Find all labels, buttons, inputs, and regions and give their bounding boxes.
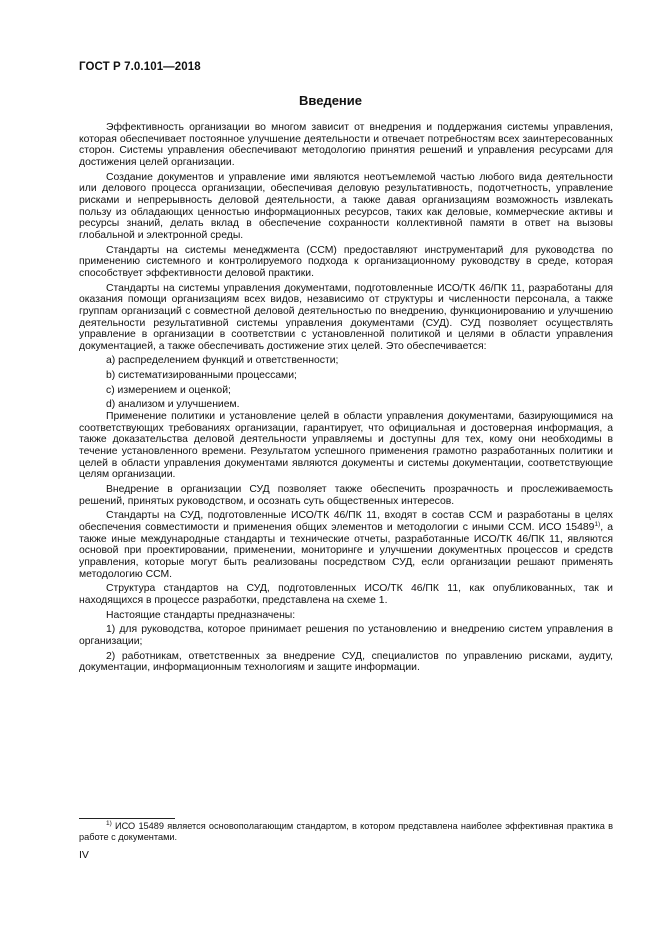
paragraph-standards	[79, 510, 613, 580]
list-item: a) распределением функций и ответственности;	[106, 355, 339, 367]
paragraph: Применение политики и установление целей в области управления документами, базирующимися на соответствующих требованиях организации, гарантирует, что официальная и достоверная информация, а также доказательства деловой деятельности управляемы и доступны для тех, кому они необходимы в течение установленного времени. Результатом успешного применения грамотно разработанных политики и целей в области управления документами являются документы и системы документации, соответствующие целям организации.	[79, 411, 613, 481]
paragraph: Структура стандартов на СУД, подготовленных ИСО/ТК 46/ПК 11, как опубликованных, так и находящихся в процессе разработки, представлена на схеме 1.	[79, 583, 613, 606]
section-title: Введение	[299, 93, 362, 108]
footnote-marker: 1)	[106, 820, 112, 827]
list-item: b) систематизированными процессами;	[106, 370, 297, 382]
footnote	[79, 821, 613, 844]
paragraph: Стандарты на системы управления документами, подготовленные ИСО/ТК 46/ПК 11, разработаны для оказания помощи организациям всех видов, независимо от структуры и численности персонала, а также группам организаций с совместной деловой деятельностью по внедрению, функционированию и улучшению деятельности результативной системы управления документами (СУД). СУД позволяет осуществлять управление в организации в соответствии с установленной политикой и целями в области управления документацией, а также обеспечивать достижение этих целей. Это обеспечивается:	[79, 282, 613, 352]
paragraph-text: , а также иные международные стандарты и технические отчеты, разработанные ИСО/ТК 46/ПК 11, являются основой при проектировании, применении, мониторинге и улучшении документных процессов и средств управления, которые могут быть реализованы посредством СУД, если организации решают применять методологию ССМ.	[79, 522, 613, 580]
paragraph: 1) для руководства, которое принимает решения по установлению и внедрению систем управления в организации;	[79, 624, 613, 647]
footnote-divider	[79, 818, 175, 819]
footnote-text: ИСО 15489 является основополагающим стандартом, в котором представлена наиболее эффективная практика в работе с документами.	[79, 821, 613, 843]
paragraph: 2) работникам, ответственных за внедрение СУД, специалистов по управлению рисками, аудиту, документации, информационным технологиям и защите информации.	[79, 650, 613, 674]
paragraph: Внедрение в организации СУД позволяет также обеспечить прозрачность и прослеживаемость решений, принятых руководством, и осознать суть общественных интересов.	[79, 484, 613, 507]
document-body	[79, 122, 613, 674]
paragraph-text: Стандарты на СУД, подготовленные ИСО/ТК 46/ПК 11, входят в состав ССМ и разработаны в целях обеспечения совместимости и применения общих элементов и методологии с иными ССМ. ИСО 15489	[79, 510, 613, 533]
paragraph: Стандарты на системы менеджмента (ССМ) предоставляют инструментарий для руководства по применению системного и контролируемого подхода к организационному руководству в среде, которая способствует эффективности деловой практики.	[79, 244, 613, 279]
footnote-ref: 1)	[594, 521, 601, 528]
page-number: IV	[79, 849, 89, 861]
standard-code: ГОСТ Р 7.0.101—2018	[79, 61, 201, 73]
list-item: c) измерением и оценкой;	[106, 384, 231, 396]
paragraph: Создание документов и управление ими являются неотъемлемой частью любого вида деятельности или делового процесса организации, обеспечивая деловую результативность, подотчетность, управление рисками и непрерывность деловой деятельности, а также давая организациям возможность извлекать пользу из обладающих ценностью информационных ресурсов, таких как деловые, коммерческие активы и ресурсы знаний, делать вклад в обеспечение сохранности коллективной памяти в ответ на вызовы глобальной и электронной среды.	[79, 171, 613, 241]
paragraph: Эффективность организации во многом зависит от внедрения и поддержания системы управления, которая обеспечивает постоянное улучшение деятельности и отвечает потребностям всех заинтересованных сторон. Системы управления обеспечивают методологию принятия решений и управления ресурсами для достижения целей организации.	[79, 122, 613, 168]
list-item: d) анализом и улучшением.	[106, 399, 240, 411]
paragraph: Настоящие стандарты предназначены:	[106, 609, 296, 621]
